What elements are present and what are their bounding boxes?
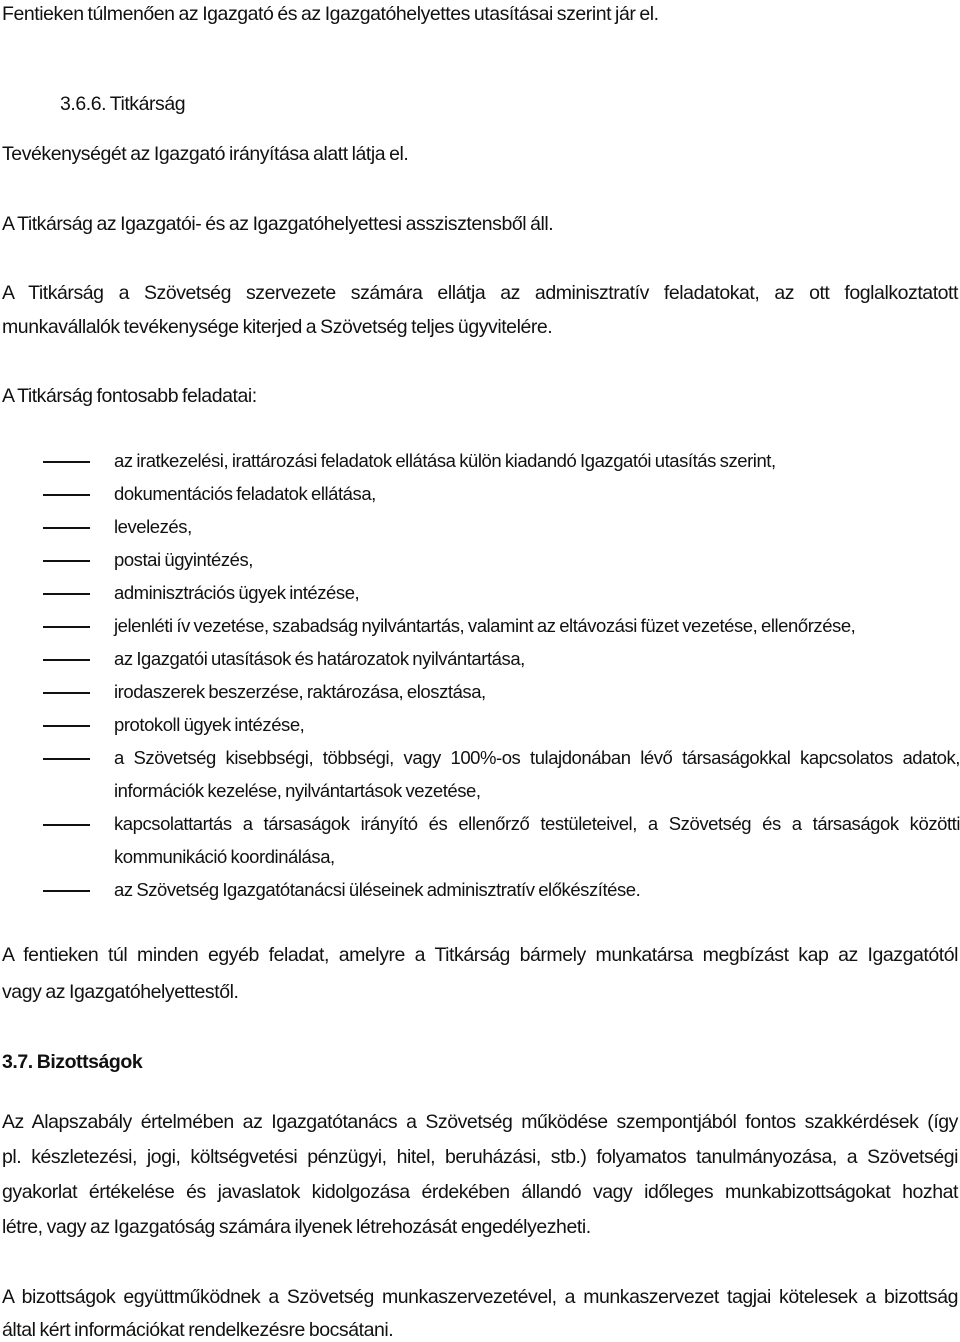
dash-bullet [43, 890, 90, 892]
paragraph-activity: Tevékenységét az Igazgató irányítása alatt látja el. [2, 143, 409, 165]
list-item [0, 878, 960, 902]
list-item-text: protokoll ügyek intézése, [114, 714, 305, 735]
committees-paragraph-line2: pl. készletezési, jogi, költségvetési pénzügyi, hitel, beruházási, stb.) folyamatos tanulmányozása, a Szövetségi [2, 1146, 958, 1168]
dash-bullet [43, 494, 90, 496]
intro-line: Fentieken túlmenően az Igazgató és az Igazgatóhelyettes utasításai szerint jár el. [2, 3, 659, 25]
list-item [0, 614, 960, 638]
list-item-text: az Szövetség Igazgatótanácsi üléseinek adminisztratív előkészítése. [114, 879, 641, 900]
closing-paragraph-line1: A fentieken túl minden egyéb feladat, amelyre a Titkárság bármely munkatársa megbízást kap az Igazgatótól [2, 944, 958, 966]
dash-bullet [43, 626, 90, 628]
paragraph-duties-line1: A Titkárság a Szövetség szervezete számára ellátja az adminisztratív feladatokat, az ott foglalkoztatott [2, 282, 958, 304]
committees-paragraph-line1: Az Alapszabály értelmében az Igazgatótanács a Szövetség működése szempontjából fontos szakkérdések (így [2, 1111, 958, 1133]
list-item [0, 647, 960, 671]
list-item-text: a Szövetség kisebbségi, többségi, vagy 100%-os tulajdonában lévő társaságokkal kapcsolatos adatok, [114, 747, 960, 768]
closing-paragraph-line2: vagy az Igazgatóhelyettestől. [2, 981, 239, 1003]
list-item [0, 548, 960, 572]
list-item-text: postai ügyintézés, [114, 549, 253, 570]
dash-bullet [43, 725, 90, 727]
cooperation-paragraph-line1: A bizottságok együttműködnek a Szövetség munkaszervezetével, a munkaszervezet tagjai kötelesek a bizottság [2, 1286, 958, 1308]
list-item [0, 515, 960, 539]
list-item [0, 746, 960, 770]
dash-bullet [43, 560, 90, 562]
list-item [0, 581, 960, 605]
section-heading-titkarsag: 3.6.6. Titkárság [60, 93, 186, 115]
paragraph-duties-line2: munkavállalók tevékenysége kiterjed a Szövetség teljes ügyvitelére. [2, 316, 553, 338]
dash-bullet [43, 527, 90, 529]
list-item [0, 680, 960, 704]
dash-bullet [43, 461, 90, 463]
list-item-text: az Igazgatói utasítások és határozatok nyilvántartása, [114, 648, 525, 669]
dash-bullet [43, 824, 90, 826]
list-item-text: jelenléti ív vezetése, szabadság nyilvántartás, valamint az eltávozási füzet vezetése, ellenőrzése, [114, 615, 856, 636]
list-item-continuation: kommunikáció koordinálása, [114, 846, 335, 867]
section-heading-bizottsagok: 3.7. Bizottságok [2, 1051, 143, 1073]
list-item [0, 812, 960, 836]
committees-paragraph-line4: létre, vagy az Igazgatóság számára ilyenek létrehozását engedélyezheti. [2, 1216, 591, 1238]
list-item [0, 482, 960, 506]
list-item-text: irodaszerek beszerzése, raktározása, elosztása, [114, 681, 486, 702]
dash-bullet [43, 692, 90, 694]
dash-bullet [43, 659, 90, 661]
cooperation-paragraph-line2: által kért információkat rendelkezésre bocsátani. [2, 1319, 394, 1341]
paragraph-composition: A Titkárság az Igazgatói- és az Igazgatóhelyettesi asszisztensből áll. [2, 213, 554, 235]
list-item [0, 449, 960, 473]
list-item-text: kapcsolattartás a társaságok irányító és ellenőrző testületeivel, a Szövetség és a társaságok közötti [114, 813, 960, 834]
list-item-text: dokumentációs feladatok ellátása, [114, 483, 376, 504]
list-item-text: levelezés, [114, 516, 192, 537]
dash-bullet [43, 593, 90, 595]
committees-paragraph-line3: gyakorlat értékelése és javaslatok kidolgozása érdekében állandó vagy időleges munkabizottságokat hozhat [2, 1181, 958, 1203]
list-item-text: az iratkezelési, irattározási feladatok ellátása külön kiadandó Igazgatói utasítás szerint, [114, 450, 776, 471]
dash-bullet [43, 758, 90, 760]
tasks-intro: A Titkárság fontosabb feladatai: [2, 385, 257, 407]
list-item-text: adminisztrációs ügyek intézése, [114, 582, 360, 603]
list-item-continuation: információk kezelése, nyilvántartások vezetése, [114, 780, 481, 801]
list-item [0, 713, 960, 737]
